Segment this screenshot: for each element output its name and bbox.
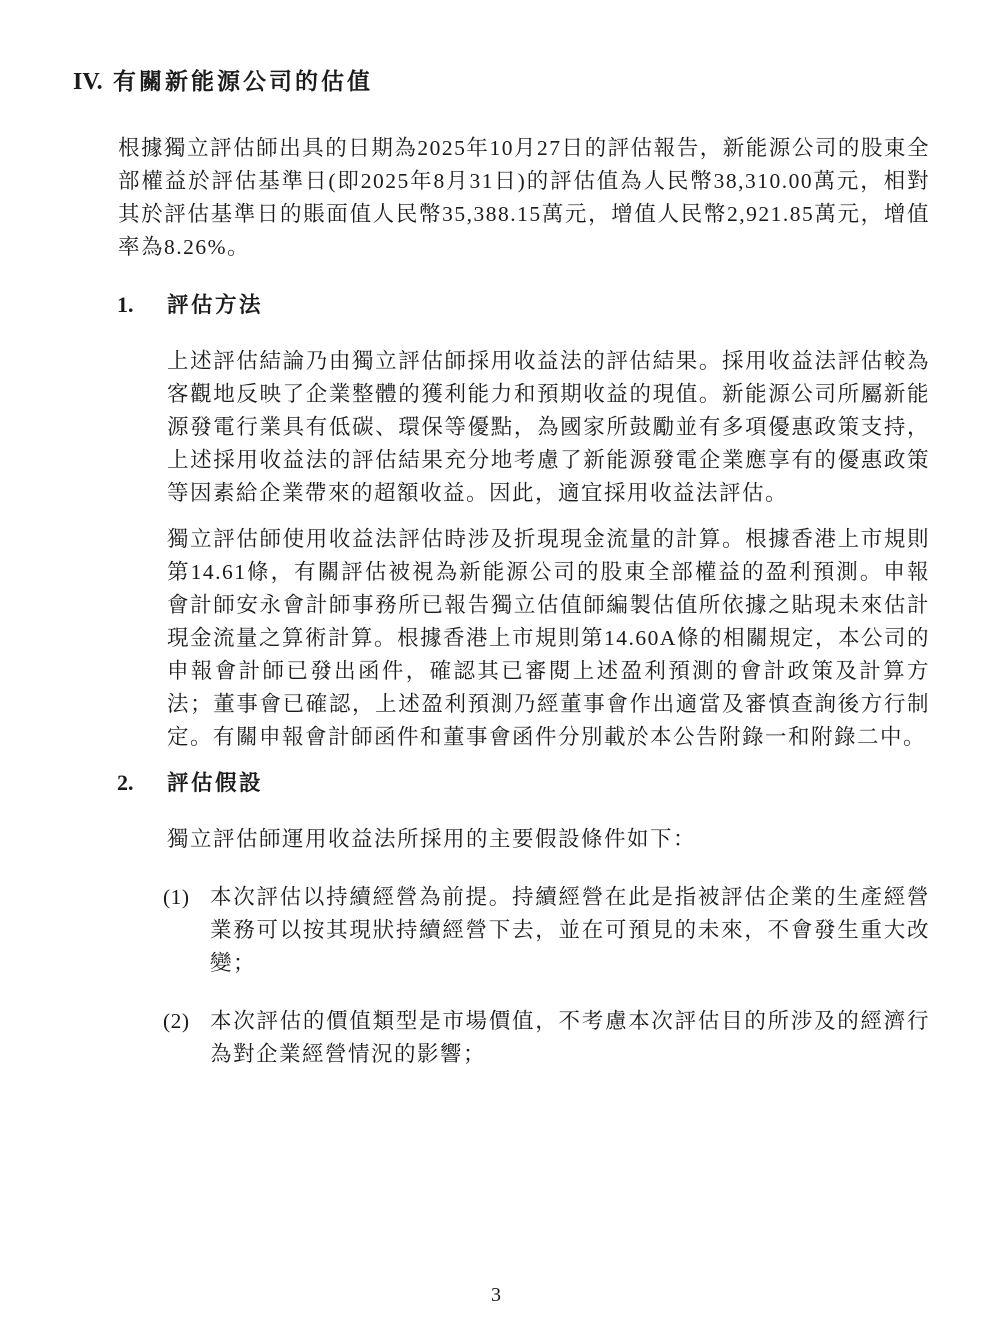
subsection-1-paragraph-2: 獨立評估師使用收益法評估時涉及折現現金流量的計算。根據香港上市規則第14.61條，有關評估被視為新能源公司的股東全部權益的盈利預測。申報會計師安永會計師事務所已報告獨立估值師編製估值所依據之貼現未來估計現金流量之算術計算。根據香港上市規則第14.60A條的相關規定，本公司的申報會計師已發出函件，確認其已審閱上述盈利預測的會計政策及計算方法；董事會已確認，上述盈利預測乃經董事會作出適當及審慎查詢後方行制定。有關申報會計師函件和董事會函件分別載於本公告附錄一和附錄二中。 (167, 527, 930, 749)
page-number: 3 (491, 1284, 501, 1306)
assumption-item-2-number: (2) (163, 1009, 190, 1033)
assumption-item-1-text: 本次評估以持續經營為前提。持續經營在此是指被評估企業的生產經營業務可以按其現狀持續經營下去，並在可預見的未來，不會發生重大改變； (210, 885, 930, 975)
subsection-2-number: 2. (117, 770, 134, 795)
subsection-2-heading (117, 770, 930, 796)
section-iv-number: IV. (73, 69, 103, 95)
subsection-1-title: 評估方法 (167, 293, 264, 317)
subsection-1-heading (117, 292, 930, 318)
assumption-item-2-text: 本次評估的價值類型是市場價值，不考慮本次評估目的所涉及的經濟行為對企業經營情況的影響； (210, 1009, 930, 1066)
subsection-1-paragraph-1: 上述評估結論乃由獨立評估師採用收益法的評估結果。採用收益法評估較為客觀地反映了企業整體的獲利能力和預期收益的現值。新能源公司所屬新能源發電行業具有低碳、環保等優點，為國家所鼓勵並有多項優惠政策支持，上述採用收益法的評估結果充分地考慮了新能源發電企業應享有的優惠政策等因素給企業帶來的超額收益。因此，適宜採用收益法評估。 (167, 349, 930, 505)
section-iv-title: 有關新能源公司的估值 (113, 68, 373, 94)
subsection-1-number: 1. (117, 292, 134, 317)
assumption-item-1 (163, 881, 930, 980)
subsection-2-title: 評估假設 (167, 771, 264, 795)
subsection-2-lead: 獨立評估師運用收益法所採用的主要假設條件如下： (167, 827, 697, 851)
assumption-item-1-number: (1) (163, 885, 190, 909)
assumption-item-2 (163, 1005, 930, 1071)
section-iv-heading (73, 66, 930, 97)
intro-paragraph: 根據獨立評估師出具的日期為2025年10月27日的評估報告，新能源公司的股東全部權益於評估基準日(即2025年8月31日)的評估值為人民幣38,310.00萬元，相對其於評估基準日的賬面值人民幣35,388.15萬元，增值人民幣2,921.85萬元，增值率為8.26%。 (118, 136, 930, 259)
